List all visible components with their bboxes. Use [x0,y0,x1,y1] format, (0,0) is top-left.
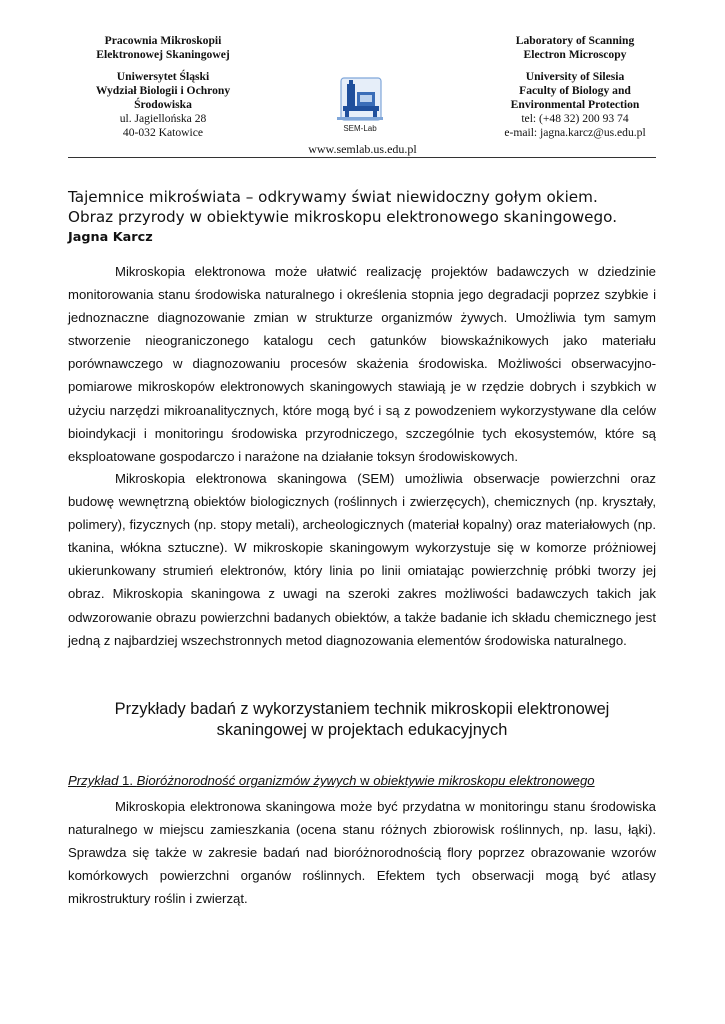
example-tail: obiektywie mikroskopu elektronowego [373,773,595,788]
paragraph-example-1: Mikroskopia elektronowa skaningowa może być przydatna w monitoringu stanu środowiska naturalnego w miejscu zamieszkania (ocena stanu różnych zbiorowisk roślinnych, np. lasu, łąki). Sprawdza się także w zakresie badań nad bioróżnorodnością flory poprzez obrazowanie wzorów komórkowych powierzchni organów roślinnych. Efektem tych obserwacji mogą być atlasy mikrostruktury roślin i zwierząt. [68,799,656,907]
header-right-block [470,34,680,140]
title-line2: Obraz przyrody w obiektywie mikroskopu elektronowego skaningowego. [68,208,618,226]
section-heading-line1: Przykłady badań z wykorzystaniem technik mikroskopii elektronowej [114,700,610,718]
phone-number: tel: (+48 32) 200 93 74 [521,112,629,125]
university-pl-line2: Wydział Biologii i Ochrony [95,84,231,97]
header-left-block [58,34,268,140]
title-line1: Tajemnice mikroświata – odkrywamy świat niewidoczny gołym okiem. [68,188,598,206]
section-heading [68,699,656,740]
university-pl-line3: Środowiska [134,98,192,111]
author-name: Jagna Karcz [68,230,153,245]
header-divider [68,157,656,158]
lab-name-pl-line1: Pracownia Mikroskopii [104,34,222,47]
page-title [68,187,668,227]
example-number: 1. [118,773,137,788]
email-address: e-mail: jagna.karcz@us.edu.pl [504,126,646,139]
example-label: Przykład [68,773,119,788]
paragraph-intro: Mikroskopia elektronowa może ułatwić realizację projektów badawczych w dziedzinie monitorowania stanu środowiska naturalnego i określenia stopnia jego degradacji poprzez szybkie i jednoznaczne diagnozowanie zmian w strukturze organizmów żywych. Umożliwia tym samym stworzenie nieograniczonego katalogu cech gatunków biowskaźnikowych jako materiału porównawczego w diagnozowaniu procesów skażenia środowiska. Możliwości obserwacyjno-pomiarowe mikroskopów elektronowych skaningowych stawiają je w rzędzie dobrych i szybkich w użyciu narzędzi mikroanalitycznych, które mogą być i są z powodzeniem wykorzystywane dla celów bioindykacji i monitoringu środowiska przyrodniczego, szczególnie tych ekosystemów, które są eksploatowane gospodarczo i narażone na działanie toksyn środowiskowych. [68,264,656,464]
university-en-line1: University of Silesia [525,70,625,83]
lab-name-en-line1: Laboratory of Scanning [515,34,635,47]
address-line1: ul. Jagiellońska 28 [119,112,207,125]
university-pl-line1: Uniwersytet Śląski [116,70,210,83]
university-en-line2: Faculty of Biology and [519,84,631,97]
example-connector: w [356,773,374,788]
address-line2: 40-032 Katowice [122,126,204,139]
website-url: www.semlab.us.edu.pl [308,142,417,156]
lab-name-en-line2: Electron Microscopy [523,48,627,61]
paragraph-sem: Mikroskopia elektronowa skaningowa (SEM) umożliwia obserwacje powierzchni oraz budowę wewnętrzną obiektów biologicznych (roślinnych i zwierzęcych), chemicznych (np. kryształy, polimery), fizycznych (np. stopy metali), archeologicznych (materiał kopalny) oraz materiałowych (np. tkanina, włókna sztuczne). W mikroskopie skaningowym wykorzystuje się w komorze próżniowej ukierunkowany strumień elektronów, który linia po linii omiatając powierzchnię próbki tworzy jej obraz. Mikroskopia skaningowa z uwagi na szeroki zakres możliwości badawczych takich jak odwzorowanie obrazu powierzchni badanych obiektów, a także badanie ich składu chemicznego jest jedną z najbardziej wszechstronnych metod diagnozowania elementów środowiska naturalnego. [68,471,656,648]
section-heading-line2: skaningowej w projektach edukacyjnych [216,720,508,739]
example-topic: Bioróżnorodność organizmów żywych [136,773,357,788]
university-en-line3: Environmental Protection [510,98,640,111]
lab-name-pl-line2: Elektronowej Skaningowej [96,48,230,61]
example-1-heading [68,773,656,789]
logo-caption: SEM-Lab [343,124,377,133]
